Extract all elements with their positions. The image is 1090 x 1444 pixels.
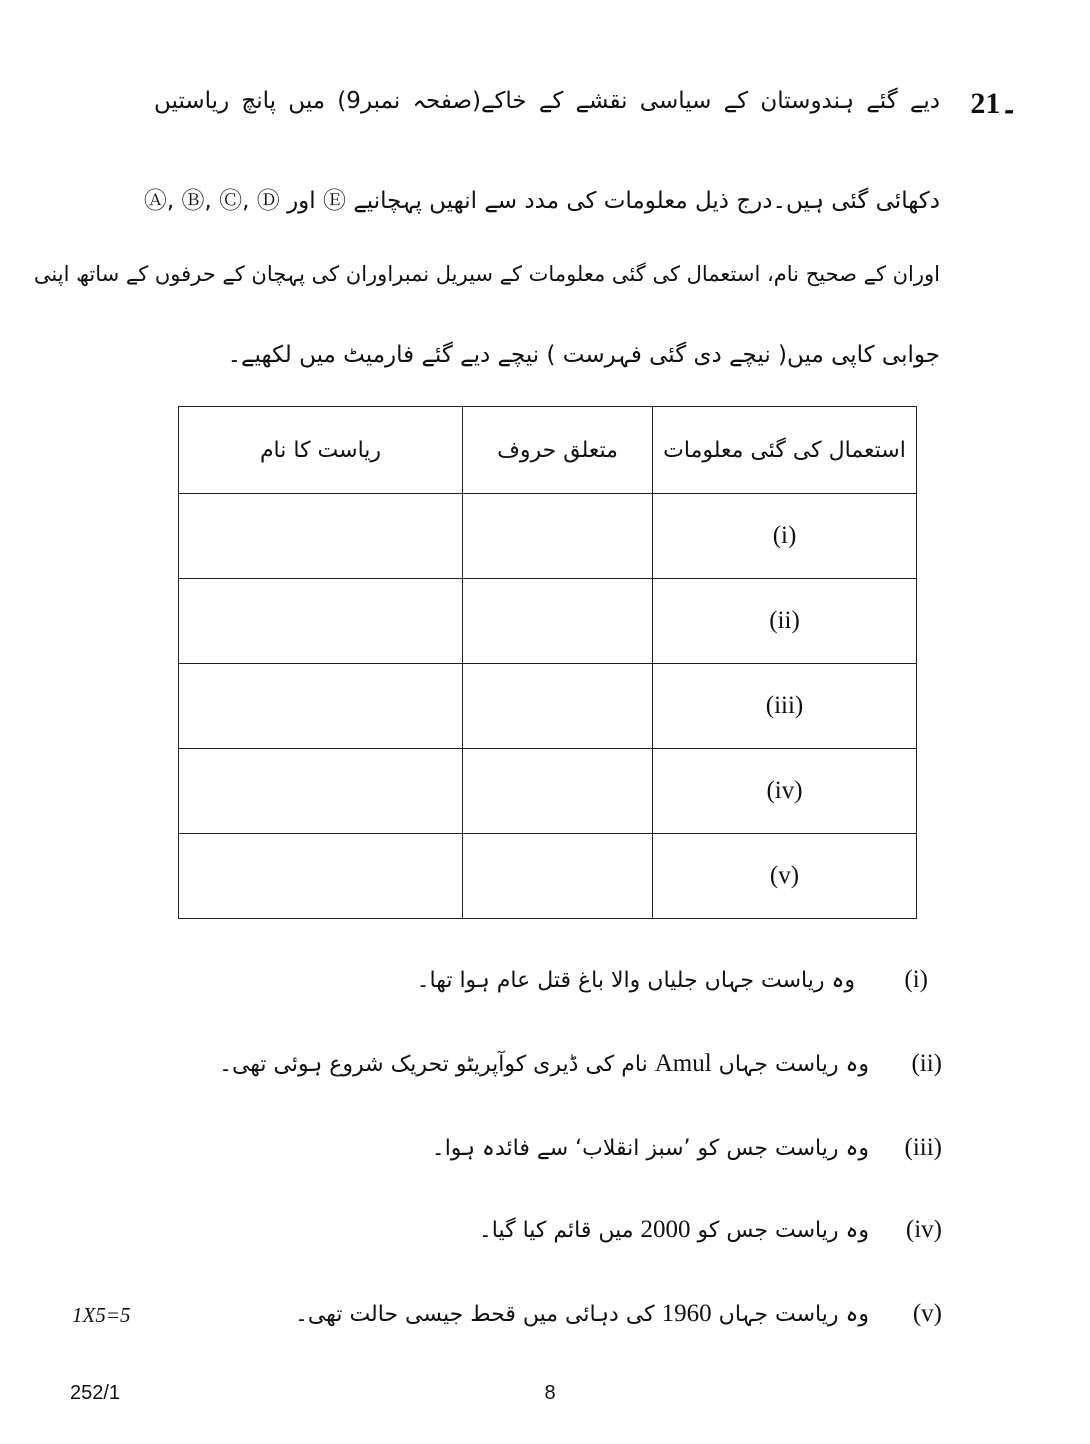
state-cell xyxy=(179,749,463,834)
header-info-used: استعمال کی گئی معلومات xyxy=(653,407,917,494)
letter-cell xyxy=(463,494,653,579)
letter-cell xyxy=(463,749,653,834)
statement-english: 2000 xyxy=(640,1216,691,1243)
answer-format-table xyxy=(178,406,917,919)
row-number: (iii) xyxy=(653,664,917,749)
statement-text-a: وہ ریاست جہاں xyxy=(718,1302,869,1327)
table-row xyxy=(179,579,917,664)
marks-allocation: 1X5=5 xyxy=(72,1303,131,1327)
question-line-2-text: دکھائی گئی ہیں۔درج ذیل معلومات کی مدد سے انھیں پہچانیے xyxy=(353,188,940,214)
statement-text-b: کی دہائی میں قحط جیسی حالت تھی۔ xyxy=(294,1302,655,1327)
statement-iii xyxy=(432,1134,942,1162)
row-number: (i) xyxy=(653,494,917,579)
statement-text-a: وہ ریاست جہاں xyxy=(718,1052,869,1077)
statement-number: (i) xyxy=(904,966,928,993)
question-line-4: جوابی کاپی میں( نیچے دی گئی فہرست ) نیچے دیے گئے فارمیٹ میں لکھیے۔ xyxy=(227,342,940,368)
question-number: 21۔ xyxy=(970,87,1018,120)
state-cell xyxy=(179,494,463,579)
statement-iv xyxy=(479,1216,942,1244)
row-number: (v) xyxy=(653,834,917,919)
table-row xyxy=(179,834,917,919)
statement-text: وہ ریاست جہاں جلیاں والا باغ قتل عام ہوا تھا۔ xyxy=(416,968,855,993)
statement-number: (iii) xyxy=(904,1134,942,1161)
letter-cell xyxy=(463,834,653,919)
row-number: (ii) xyxy=(653,579,917,664)
statement-text-b: میں قائم کیا گیا۔ xyxy=(478,1218,634,1243)
header-related-letter: متعلق حروف xyxy=(463,407,653,494)
state-cell xyxy=(179,664,463,749)
statement-text: وہ ریاست جس کو ’سبز انقلاب‘ سے فائدہ ہوا۔ xyxy=(431,1136,869,1161)
last-letter: Ⓔ xyxy=(323,188,346,214)
state-cell xyxy=(179,579,463,664)
statement-english: Amul xyxy=(654,1050,712,1077)
letter-cell xyxy=(463,664,653,749)
statement-v xyxy=(295,1300,942,1328)
paper-code: 252/1 xyxy=(70,1382,121,1404)
table-header-row xyxy=(179,407,917,494)
and-word: اور xyxy=(287,188,316,214)
question-line-3: اوران کے صحیح نام، استعمال کی گئی معلومات کے سیریل نمبراوران کی پہچان کے حرفوں کے ساتھ اپنی xyxy=(33,262,940,286)
table-row xyxy=(179,664,917,749)
state-cell xyxy=(179,834,463,919)
table-row xyxy=(179,749,917,834)
statement-number: (v) xyxy=(912,1300,942,1327)
header-state-name: ریاست کا نام xyxy=(179,407,463,494)
statement-number: (iv) xyxy=(905,1216,942,1243)
table-row xyxy=(179,494,917,579)
statement-number: (ii) xyxy=(911,1050,942,1077)
question-line-2 xyxy=(143,182,940,215)
statement-i xyxy=(417,966,928,994)
row-number: (iv) xyxy=(653,749,917,834)
page-number: 8 xyxy=(544,1382,556,1404)
statement-ii xyxy=(219,1050,942,1078)
statement-text-a: وہ ریاست جس کو xyxy=(697,1218,869,1243)
letter-cell xyxy=(463,579,653,664)
question-line-1: دیے گئے ہندوستان کے سیاسی نقشے کے خاکے(صفحہ نمبر9) میں پانچ ریاستیں xyxy=(154,88,941,114)
statement-text-b: نام کی ڈیری کوآپریٹو تحریک شروع ہوئی تھی۔ xyxy=(219,1052,648,1077)
letters-list: Ⓐ, Ⓑ, Ⓒ, Ⓓ xyxy=(143,188,280,214)
statement-english: 1960 xyxy=(661,1300,712,1327)
